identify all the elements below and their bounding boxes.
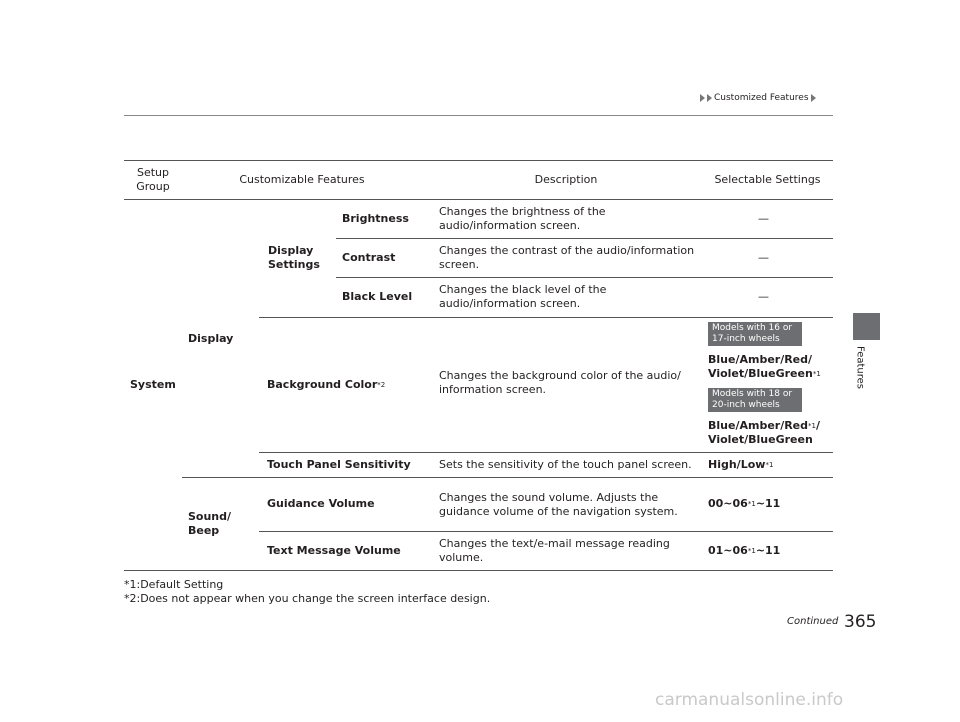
- description-contrast: Changes the contrast of the audio/information screen.: [439, 244, 695, 271]
- row-divider: [336, 277, 833, 278]
- settings-background-color-1-line2: Violet/BlueGreen *1: [708, 367, 821, 380]
- badge-models-16-17: Models with 16 or 17-inch wheels: [708, 322, 802, 346]
- header-setup-group: Setup Group: [136, 166, 170, 193]
- settings-guidance-volume: 00~06 *1 ~11: [708, 497, 781, 510]
- description-text-message-volume: Changes the text/e-mail message reading volume.: [439, 537, 670, 564]
- description-brightness: Changes the brightness of the audio/information screen.: [439, 205, 606, 232]
- settings-touch-panel-sensitivity: High/Low *1: [708, 458, 774, 471]
- subgroup-display: Display: [188, 332, 234, 345]
- feature-background-color-label: Background Color: [267, 378, 378, 391]
- description-background-color: Changes the background color of the audio/ information screen.: [439, 369, 681, 396]
- row-divider: [259, 452, 833, 453]
- breadcrumb-label: Customized Features: [714, 93, 809, 103]
- feature-black-level: Black Level: [342, 290, 413, 303]
- feature-guidance-volume: Guidance Volume: [267, 497, 375, 510]
- table-header-rule: [124, 199, 833, 200]
- subgroup-display-settings: Display Settings: [268, 244, 320, 271]
- feature-background-color: Background Color *2: [267, 378, 386, 391]
- row-divider: [336, 238, 833, 239]
- triangle-right-icon: [700, 94, 705, 102]
- triangle-right-icon: [707, 94, 712, 102]
- settings-value: Blue/Amber/Red: [708, 419, 809, 432]
- group-system: System: [130, 378, 176, 391]
- triangle-right-icon: [811, 94, 816, 102]
- breadcrumb: [700, 93, 816, 103]
- settings-value: ~11: [755, 544, 781, 557]
- badge-models-18-20: Models with 18 or 20-inch wheels: [708, 388, 802, 412]
- settings-text-message-volume: 01~06 *1 ~11: [708, 544, 781, 557]
- header-rule: [124, 115, 833, 116]
- watermark: carmanualsonline.info: [655, 690, 844, 710]
- feature-contrast: Contrast: [342, 251, 396, 264]
- footnote-1: *1:Default Setting: [124, 578, 224, 591]
- subgroup-sound-beep: Sound/ Beep: [188, 510, 232, 537]
- settings-value: ~11: [755, 497, 781, 510]
- settings-background-color-2-line2: Violet/BlueGreen: [708, 433, 813, 446]
- table-top-rule: [124, 160, 833, 161]
- row-divider: [182, 477, 833, 478]
- header-description: Description: [534, 173, 598, 186]
- row-divider: [259, 317, 833, 318]
- description-black-level: Changes the black level of the audio/information screen.: [439, 283, 607, 310]
- settings-brightness: —: [758, 212, 769, 225]
- table-bottom-rule: [124, 570, 833, 571]
- header-selectable-settings: Selectable Settings: [714, 173, 821, 186]
- settings-background-color-1-line1: Blue/Amber/Red/: [708, 353, 813, 366]
- feature-touch-panel-sensitivity: Touch Panel Sensitivity: [267, 458, 411, 471]
- settings-black-level: —: [758, 290, 769, 303]
- footnote-2: *2:Does not appear when you change the screen interface design.: [124, 592, 491, 605]
- row-divider: [259, 531, 833, 532]
- settings-contrast: —: [758, 251, 769, 264]
- section-tab-label: Features: [854, 345, 866, 389]
- settings-separator: /: [816, 419, 821, 432]
- page-number: 365: [844, 612, 877, 632]
- feature-text-message-volume: Text Message Volume: [267, 544, 401, 557]
- continued-label: Continued: [787, 616, 839, 627]
- settings-value: High/Low: [708, 458, 766, 471]
- header-customizable-features: Customizable Features: [239, 173, 365, 186]
- settings-background-color-2-line1: Blue/Amber/Red *1 /: [708, 419, 821, 432]
- settings-value: 00~06: [708, 497, 748, 510]
- description-touch-panel-sensitivity: Sets the sensitivity of the touch panel screen.: [439, 458, 692, 471]
- settings-value: 01~06: [708, 544, 748, 557]
- section-tab-marker: [853, 313, 880, 340]
- description-guidance-volume: Changes the sound volume. Adjusts the guidance volume of the navigation system.: [439, 490, 678, 518]
- settings-value: Violet/BlueGreen: [708, 367, 813, 380]
- feature-brightness: Brightness: [342, 212, 409, 225]
